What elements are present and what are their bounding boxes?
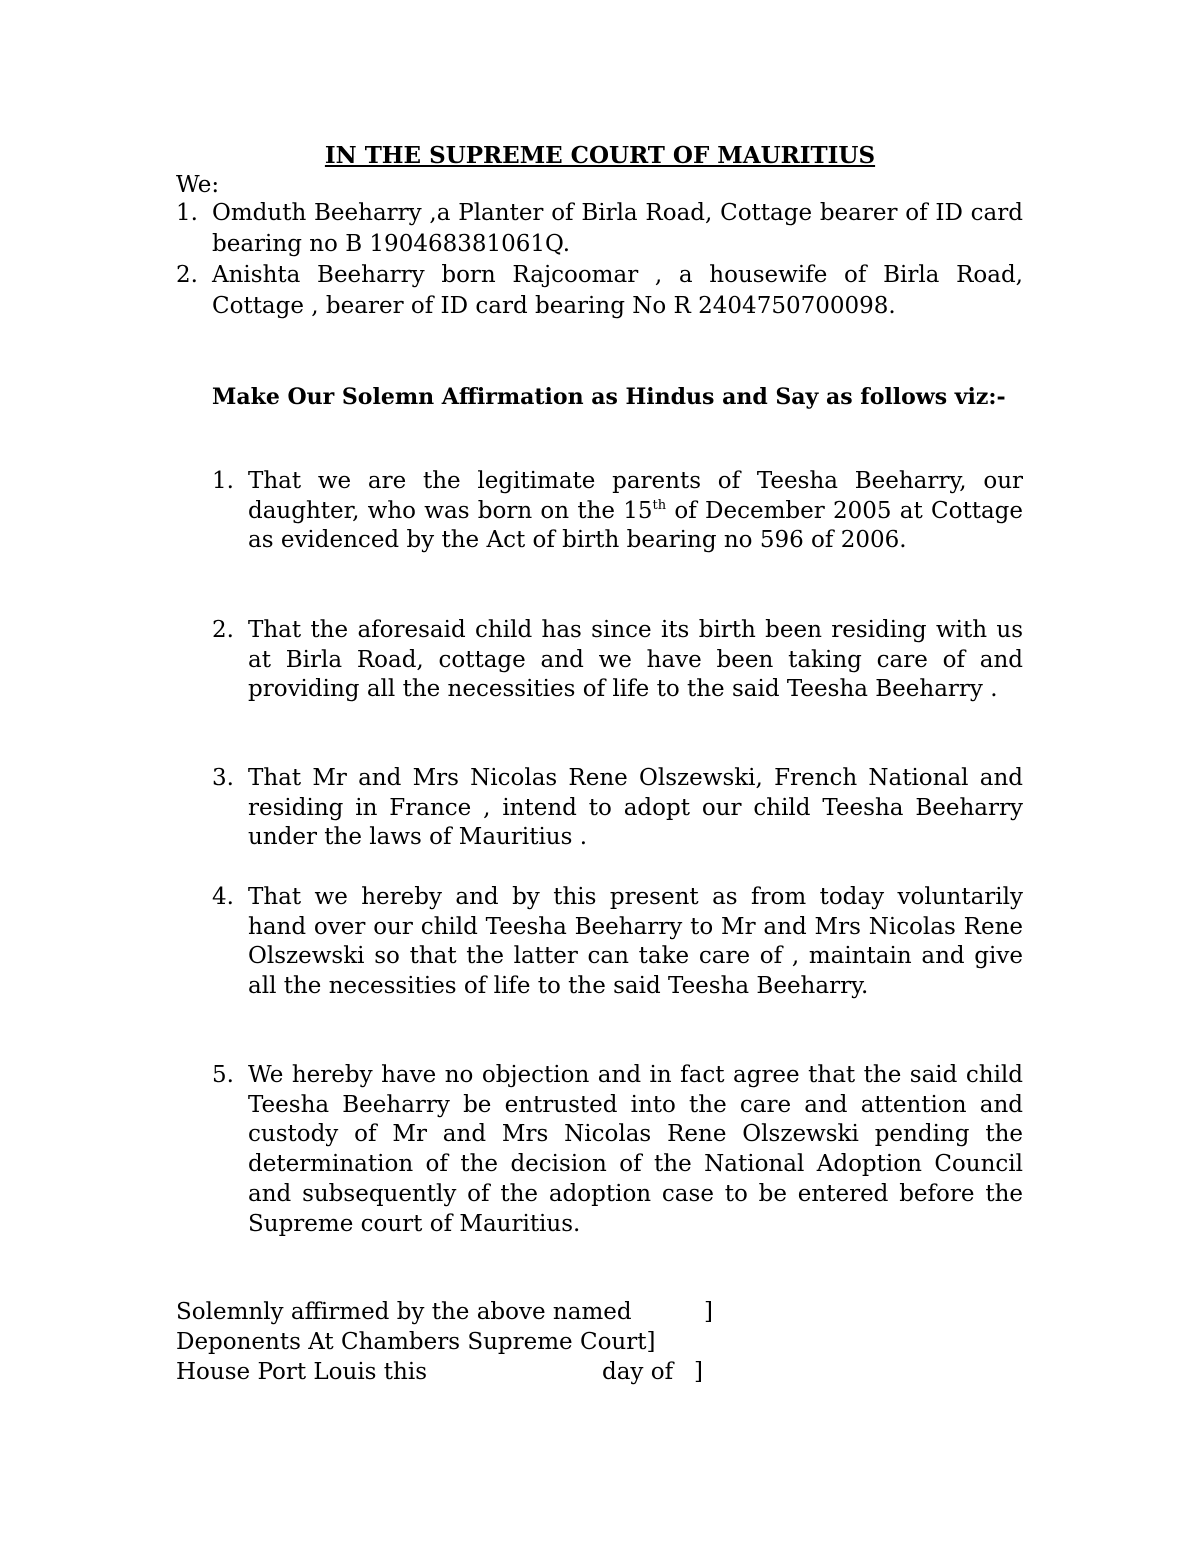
party-number: 2. — [176, 262, 198, 288]
signoff-line — [176, 1297, 713, 1327]
signoff-day-of: day of — [602, 1359, 674, 1385]
signoff-text: Solemnly affirmed by the above named — [176, 1299, 632, 1325]
paragraph-number: 1. — [212, 468, 234, 494]
paragraph-number: 2. — [212, 617, 234, 643]
paragraph-text-part: of December 2005 at Cottage as evidenced by the Act of birth bearing no 596 of 2006. — [248, 497, 1023, 554]
court-title: IN THE SUPREME COURT OF MAURITIUS — [324, 142, 876, 169]
paragraph-item — [212, 467, 1023, 556]
intro-we: We: — [176, 172, 220, 198]
paragraph-number: 4. — [212, 884, 234, 910]
paragraph-item — [212, 883, 1023, 1002]
paragraph-item — [212, 616, 1023, 705]
paragraph-text: That Mr and Mrs Nicolas Rene Olszewski, French National and residing in France , intend to adopt our child Teesha Beeharry under the laws of Mauritius . — [248, 765, 1023, 851]
paragraph-text: We hereby have no objection and in fact agree that the said child Teesha Beeharry be entrusted into the care and attention and custody of Mr and Mrs Nicolas Rene Olszewski pending the determination of the decision of the National Adoption Council and subsequently of the adoption case to be entered before the Supreme court of Mauritius. — [248, 1062, 1023, 1237]
signoff-bracket: ] — [694, 1359, 703, 1385]
signoff-bracket: ] — [704, 1299, 713, 1325]
signoff-line — [176, 1327, 655, 1357]
signoff-block — [176, 1297, 713, 1387]
party-text: Omduth Beeharry ,a Planter of Birla Road, Cottage bearer of ID card bearing no B 190468381061Q. — [212, 200, 1023, 257]
paragraph-text: That the aforesaid child has since its birth been residing with us at Birla Road, cottage and we have been taking care of and providing all the necessities of life to the said Teesha Beeharry . — [248, 617, 1023, 703]
party-text: Anishta Beeharry born Rajcoomar , a housewife of Birla Road, Cottage , bearer of ID card bearing No R 2404750700098. — [212, 262, 1023, 319]
paragraph-item — [212, 1061, 1023, 1239]
party-item — [176, 260, 1023, 322]
paragraph-text: That we hereby and by this present as from today voluntarily hand over our child Teesha Beeharry to Mr and Mrs Nicolas Rene Olszewski so that the latter can take care of , maintain and give all the necessities of life to the said Teesha Beeharry. — [248, 884, 1023, 1000]
signoff-text: Deponents At Chambers Supreme Court] — [176, 1329, 656, 1355]
party-list — [176, 198, 1023, 322]
paragraph-text-part: That we are the legitimate parents of Teesha Beeharry, our daughter, who was born on the 15 — [248, 468, 1023, 524]
signoff-text: House Port Louis this — [176, 1359, 428, 1385]
ordinal-suffix: th — [652, 497, 667, 513]
affirmation-heading: Make Our Solemn Affirmation as Hindus and Say as follows viz:- — [212, 384, 1006, 410]
paragraph-number: 5. — [212, 1062, 234, 1088]
paragraph-text — [248, 467, 1023, 556]
paragraph-number: 3. — [212, 765, 234, 791]
party-number: 1. — [176, 200, 198, 226]
paragraph-item — [212, 764, 1023, 853]
party-item — [176, 198, 1023, 260]
signoff-line — [176, 1357, 703, 1387]
